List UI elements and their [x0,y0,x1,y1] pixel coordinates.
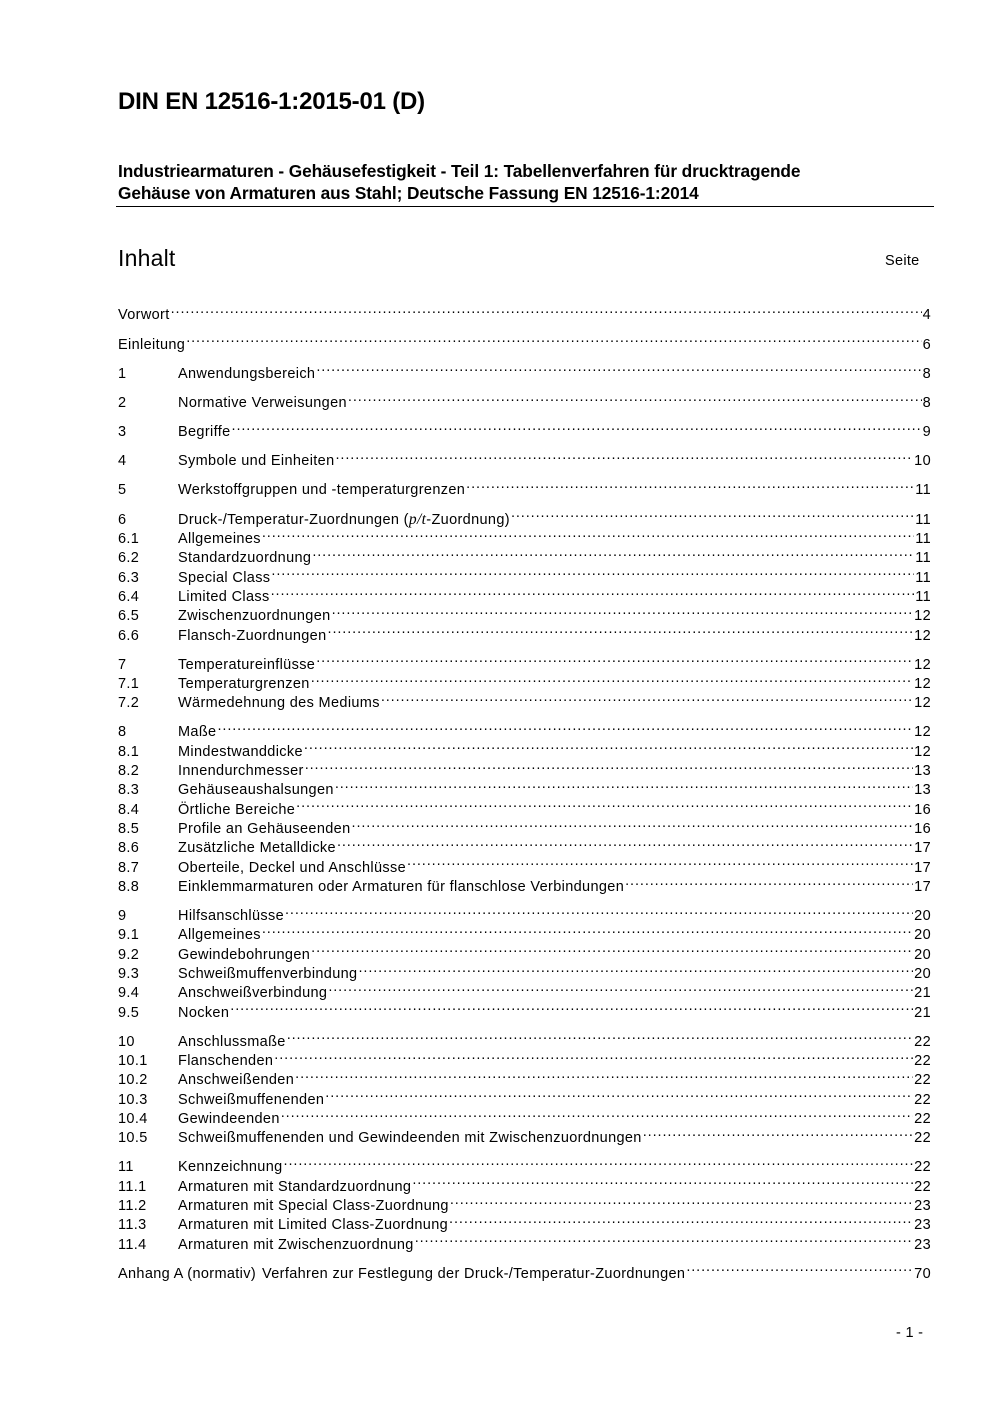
toc-entry-number: 6.2 [118,550,140,567]
subtitle-line-2: Gehäuse von Armaturen aus Stahl; Deutsche Fassung EN 12516-1:2014 [118,183,699,203]
toc-entry-number: 11 [118,1159,134,1176]
toc-entry-page: 12 [914,695,931,712]
toc-entry-title: Oberteile, Deckel und Anschlüsse [178,859,407,876]
toc-entry-page: 4 [922,307,931,324]
toc-entry-page: 9 [922,424,931,441]
toc-dot-leader [230,997,913,1016]
toc-entry-page: 23 [914,1236,931,1253]
toc-entry-page: 22 [914,1111,931,1127]
toc-entry-title: Gewindebohrungen [178,946,311,963]
toc-entry-title: Anschlussmaße [178,1033,286,1050]
toc-dot-leader [287,1026,913,1045]
toc-dot-leader [325,1084,913,1103]
toc-entry-title: Armaturen mit Limited Class-Zuordnung [178,1217,449,1234]
toc-entry-title: Hilfsanschlüsse [178,907,284,924]
toc-entry-title-italic: p/t [408,510,427,528]
toc-dot-leader [332,601,914,620]
toc-entry-number: 9.3 [118,966,140,982]
toc-entry-page: 10 [914,453,931,470]
toc-entry-number: 10.4 [118,1111,148,1127]
toc-entry-page: 8 [922,394,931,411]
document-subtitle [118,160,938,204]
toc-annex-page: 70 [914,1265,931,1282]
toc-dot-leader [407,852,913,871]
toc-entry-number: 9.4 [118,985,140,1002]
toc-entry-number: 7 [118,656,127,673]
toc-entry-title-part: Druck-/Temperatur-Zuordnungen ( [178,511,409,528]
toc-entry-number: 3 [118,424,127,441]
toc-entry-title: Allgemeines [178,927,261,944]
toc-entry-title: Anschweißverbindung [178,985,328,1002]
toc-entry-title: Mindestwanddicke [178,743,303,760]
toc-entry-page: 16 [914,801,931,818]
toc-dot-leader [311,669,913,688]
toc-entry[interactable] [118,997,931,1021]
toc-entry[interactable] [118,358,931,382]
toc-section-group [118,446,931,470]
toc-entry-number: 10.3 [118,1091,148,1108]
toc-section-group [118,901,931,1021]
toc-entry-number: 9.2 [118,946,140,963]
toc-dot-leader [296,794,913,813]
toc-entry-number: 10 [118,1033,135,1050]
toc-entry-title: Flansch-Zuordnungen [178,627,327,644]
toc-entry-page: 16 [914,821,931,837]
toc-entry-number: 9.5 [118,1004,140,1021]
toc-entry-page: 11 [915,511,931,528]
toc-entry-title: Flanschenden [178,1052,274,1069]
toc-entry[interactable] [118,446,931,470]
toc-entry-number: 8.6 [118,840,140,857]
toc-entry-title: Symbole und Einheiten [178,453,335,470]
toc-entry-title: Schweißmuffenenden und Gewindeenden mit Zwischenzuordnungen [178,1130,642,1147]
toc-entry-title: Innendurchmesser [178,762,304,779]
toc-section-group [118,300,931,324]
toc-annex-title-wrap [118,1265,685,1284]
toc-entry-title: Gewindeenden [178,1111,280,1127]
toc-dot-leader [311,939,913,958]
toc-entry-number: 8.4 [118,801,140,818]
toc-entry-title: Einleitung [118,336,186,353]
toc-entry-page: 22 [914,1072,931,1089]
toc-entry-page: 20 [914,907,931,924]
toc-entry-title: Standardzuordnung [178,550,312,567]
toc-entry-title: Örtliche Bereiche [178,801,296,818]
toc-entry-number: 8 [118,724,127,741]
toc-entry-number: 10.2 [118,1072,148,1089]
toc-entry-title: Einklemmarmaturen oder Armaturen für flanschlose Verbindungen [178,879,625,896]
toc-dot-leader [316,358,921,377]
toc-entry-title: Schweißmuffenenden [178,1091,325,1108]
subtitle-line-1: Industriearmaturen - Gehäusefestigkeit - Teil 1: Tabellenverfahren für drucktragende [118,161,801,181]
toc-entry-page: 17 [914,859,931,876]
toc-entry-page: 6 [922,336,931,353]
toc-dot-leader [285,901,913,920]
toc-entry-page: 12 [914,676,931,692]
toc-entry-title: Special Class [178,569,271,586]
toc-entry-title: Armaturen mit Zwischenzuordnung [178,1236,414,1253]
toc-dot-leader [232,417,922,436]
page-number: - 1 - [896,1325,924,1341]
toc-entry-title: Profile an Gehäuseenden [178,821,351,837]
toc-annex-title: Verfahren zur Festlegung der Druck-/Temperatur-Zuordnungen [262,1265,686,1282]
toc-dot-leader [686,1258,913,1277]
toc-dot-leader [328,978,913,997]
toc-entry-page: 22 [914,1178,931,1195]
toc-entry-page: 21 [914,1004,931,1021]
toc-entry[interactable] [118,417,931,441]
toc-dot-leader [217,717,913,736]
toc-entry-title: Allgemeines [178,531,261,547]
toc-dot-leader [352,814,914,833]
toc-entry-number: 1 [118,365,127,382]
toc-dot-leader [348,388,922,407]
toc-dot-leader [271,562,914,581]
toc-entry-page: 8 [922,365,931,382]
toc-entry[interactable] [118,388,931,411]
toc-entry-title: Anwendungsbereich [178,365,316,382]
toc-entry[interactable] [118,736,931,760]
toc-entry-number: 8.1 [118,743,140,760]
toc-entry-title: Armaturen mit Standardzuordnung [178,1178,412,1195]
toc-entry[interactable] [118,475,931,499]
toc-section-group [118,417,931,441]
toc-entry[interactable] [118,329,931,353]
toc-section-group [118,1152,931,1253]
toc-entry-page: 12 [914,608,931,625]
toc-dot-leader [284,1152,914,1171]
toc-entry-number: 10.1 [118,1052,148,1069]
toc-dot-leader [335,775,913,794]
toc-entry-title: Normative Verweisungen [178,394,347,411]
toc-entry-title: Werkstoffgruppen und -temperaturgrenzen [178,482,466,499]
toc-entry-page: 20 [914,927,931,944]
toc-section-group [118,388,931,411]
toc-dot-leader [335,446,913,465]
toc-entry-number: 9 [118,907,127,924]
toc-entry-page: 11 [915,482,931,499]
toc-entry-page: 22 [914,1052,931,1069]
toc-entry-page: 21 [914,985,931,1002]
toc-heading: Inhalt [118,245,176,271]
toc-entry-title: Gehäuseaushalsungen [178,782,334,799]
title-divider [116,206,934,207]
toc-entry-title: Wärmedehnung des Mediums [178,695,380,712]
toc-entry-page: 20 [914,946,931,963]
toc-entry-number: 9.1 [118,927,140,944]
toc-entry-page: 11 [915,550,931,567]
toc-dot-leader [449,1210,913,1229]
toc-entry-page: 23 [914,1217,931,1234]
toc-dot-leader [295,1065,913,1084]
toc-entry[interactable] [118,300,931,324]
toc-section-group [118,358,931,382]
toc-entry-number: 6.5 [118,608,140,625]
toc-entry-number: 11.1 [118,1178,147,1195]
toc-entry-title: Kennzeichnung [178,1159,283,1176]
toc-dot-leader [305,756,913,775]
toc-dot-leader [312,543,914,562]
toc-dot-leader [415,1229,913,1248]
toc-dot-leader [186,329,921,348]
toc-page-column-label: Seite [885,253,920,269]
toc-entry-number: 11.3 [118,1217,147,1234]
toc-entry-title: Temperaturgrenzen [178,676,310,692]
toc-entry[interactable] [118,1026,931,1050]
toc-entry-page: 17 [914,840,931,857]
toc-entry-page: 17 [914,879,931,896]
toc-entry-number: 8.5 [118,821,140,837]
toc-section-group [118,504,931,644]
toc-entry-page: 22 [914,1130,931,1147]
toc-dot-leader [450,1191,913,1210]
toc-entry-page: 22 [914,1091,931,1108]
toc-dot-leader [643,1123,913,1142]
toc-entry-page: 12 [914,724,931,741]
toc-dot-leader [412,1171,913,1190]
table-of-contents [118,300,931,1282]
toc-entry-title: Limited Class [178,589,270,606]
toc-entry-page: 23 [914,1197,931,1214]
toc-section-group [118,717,931,896]
toc-dot-leader [358,959,913,978]
toc-section-group [118,1026,931,1147]
toc-entry-number: 6.6 [118,627,140,644]
toc-entry[interactable] [118,649,931,673]
toc-entry-page: 13 [914,762,931,779]
toc-entry[interactable] [118,504,931,528]
toc-entry[interactable] [118,1152,931,1176]
toc-dot-leader [625,872,913,891]
toc-dot-leader [271,582,915,601]
toc-dot-leader [171,300,922,319]
toc-entry-title: Maße [178,724,217,741]
toc-entry-page: 11 [915,531,931,547]
toc-entry-title: Begriffe [178,424,231,441]
toc-entry-page: 12 [914,743,931,760]
toc-entry-number: 6.4 [118,589,140,606]
toc-entry-number: 7.1 [118,676,140,692]
toc-entry-page: 20 [914,966,931,982]
toc-dot-leader [337,833,913,852]
toc-entry-title: Temperatureinflüsse [178,656,316,673]
toc-annex-label: Anhang A (normativ) [118,1265,257,1282]
document-id: DIN EN 12516-1:2015-01 (D) [118,88,425,115]
toc-entry-number: 8.7 [118,859,140,876]
toc-entry-number: 6 [118,511,127,528]
toc-dot-leader [304,736,913,755]
toc-entry-number: 8.3 [118,782,140,799]
toc-entry-number: 11.4 [118,1236,147,1253]
toc-entry-page: 11 [915,589,931,606]
toc-entry-number: 11.2 [118,1197,147,1214]
toc-section-group [118,329,931,353]
toc-entry-title-part: -Zuordnung) [426,511,510,528]
toc-entry-title: Nocken [178,1004,230,1021]
toc-dot-leader [281,1104,913,1123]
toc-dot-leader [328,620,914,639]
toc-entry-title: Zusätzliche Metalldicke [178,840,336,857]
toc-dot-leader [262,920,913,939]
toc-entry-title: Schweißmuffenverbindung [178,966,358,982]
toc-dot-leader [381,688,913,707]
toc-entry-title: Armaturen mit Special Class-Zuordnung [178,1197,449,1214]
toc-entry-number: 5 [118,482,127,499]
toc-entry-page: 11 [915,569,931,586]
toc-dot-leader [316,649,913,668]
toc-dot-leader [262,524,914,543]
toc-entry-number: 7.2 [118,695,140,712]
toc-dot-leader [274,1046,913,1065]
toc-section-group [118,475,931,499]
toc-entry-number: 6.3 [118,569,140,586]
toc-entry-number: 8.8 [118,879,140,896]
toc-entry-number: 2 [118,394,127,411]
toc-entry-title: Zwischenzuordnungen [178,608,331,625]
toc-annex-entry[interactable] [118,1258,931,1282]
toc-entry-number: 8.2 [118,762,140,779]
toc-entry[interactable] [118,717,931,741]
toc-entry-number: 10.5 [118,1130,148,1147]
toc-section-group [118,649,931,712]
toc-entry-title: Anschweißenden [178,1072,295,1089]
toc-entry-page: 22 [914,1159,931,1176]
toc-entry-page: 22 [914,1033,931,1050]
toc-entry-page: 12 [914,627,931,644]
toc-entry[interactable] [118,901,931,924]
toc-entry-title: Vorwort [118,307,170,324]
toc-entry-page: 13 [914,782,931,799]
toc-dot-leader [466,475,914,494]
toc-entry-page: 12 [914,656,931,673]
toc-dot-leader [511,504,914,523]
toc-entry-number: 4 [118,453,127,470]
toc-entry-number: 6.1 [118,531,140,547]
